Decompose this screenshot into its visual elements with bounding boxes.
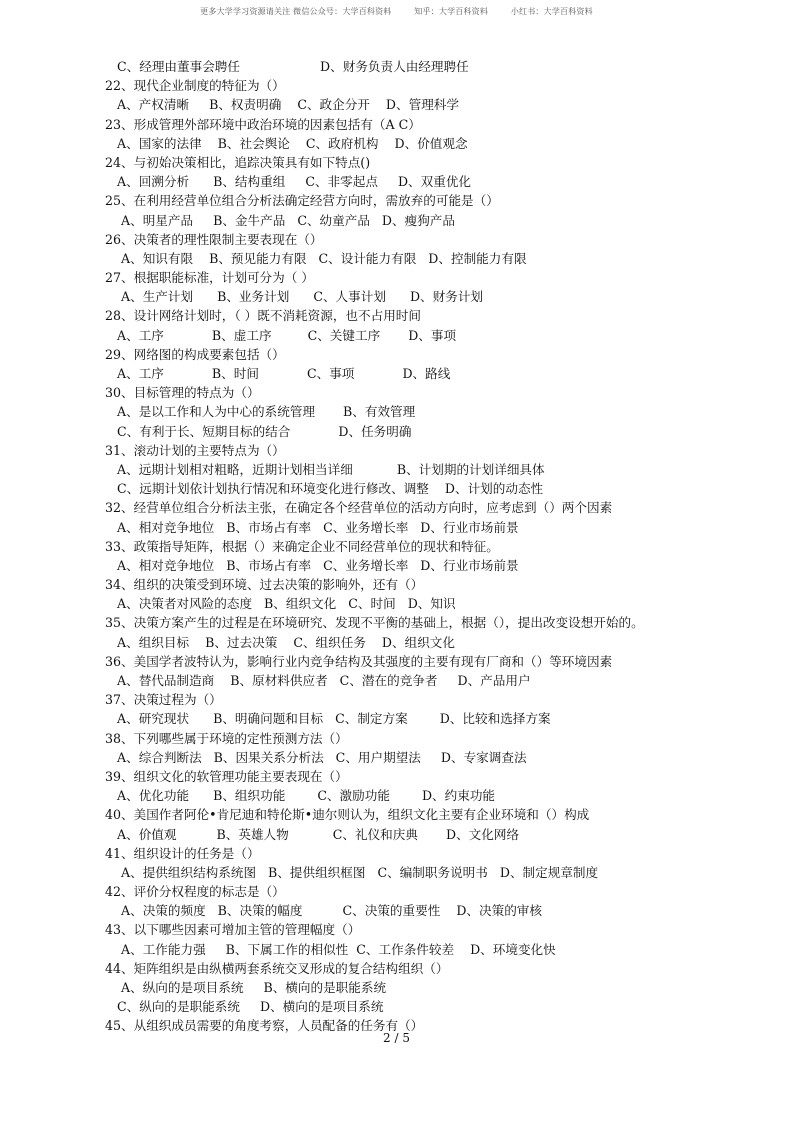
- question-line: 45、从组织成员需要的角度考察，人员配备的任务有（）: [105, 1018, 424, 1034]
- question-line: 22、现代企业制度的特征为（）: [105, 78, 285, 94]
- option-line: A、回溯分析 B、结构重组 C、非零起点 D、双重优化: [117, 174, 472, 190]
- question-line: 25、在利用经营单位组合分析法确定经营方向时，需放弃的可能是（）: [105, 193, 499, 209]
- question-line: 24、与初始决策相比，追踪决策具有如下特点(): [105, 154, 371, 170]
- question-line: 31、滚动计划的主要特点为（）: [105, 442, 285, 458]
- question-line: 43、以下哪些因素可增加主管的管理幅度（）: [105, 922, 361, 938]
- header-item: 小红书：大学百科资料: [510, 7, 593, 16]
- option-line: A、工作能力强 B、下属工作的相似性 C、工作条件较差 D、环境变化快: [117, 941, 556, 957]
- option-line: A、知识有限 B、预见能力有限 C、设计能力有限 D、控制能力有限: [117, 250, 527, 266]
- option-line: A、国家的法律 B、社会舆论 C、政府机构 D、价值观念: [117, 135, 468, 151]
- option-line: A、决策者对风险的态度 B、组织文化 C、时间 D、知识: [117, 596, 456, 612]
- option-line: A、组织目标 B、过去决策 C、组织任务 D、组织文化: [117, 634, 455, 650]
- option-line: A、综合判断法 B、因果关系分析法 C、用户期望法 D、专家调查法: [117, 749, 527, 765]
- question-line: 23、形成管理外部环境中政治环境的因素包括有（A C）: [105, 116, 421, 132]
- option-line: A、远期计划相对粗略，近期计划相当详细 B、计划期的计划详细具体: [117, 461, 545, 477]
- header-item: 更多大学学习资源请关注 微信公众号：大学百科资料: [200, 7, 392, 16]
- option-line: A、研究现状 B、明确问题和目标 C、制定方案 D、比较和选择方案: [117, 711, 551, 727]
- option-line: A、相对竞争地位 B、市场占有率 C、业务增长率 D、行业市场前景: [117, 557, 519, 573]
- option-line: A、工序 B、时间 C、事项 D、路线: [117, 366, 451, 381]
- question-line: 36、美国学者波特认为，影响行业内竞争结构及其强度的主要有现有厂商和（）等环境因素: [105, 653, 613, 669]
- option-line: C、远期计划依计划执行情况和环境变化进行修改、调整 D、计划的动态性: [117, 481, 544, 497]
- question-line: 39、组织文化的软管理功能主要表现在（）: [105, 768, 348, 784]
- option-line: A、提供组织结构系统图 B、提供组织框图 C、编制职务说明书 D、制定规章制度: [117, 864, 599, 880]
- option-line: A、相对竞争地位 B、市场占有率 C、业务增长率 D、行业市场前景: [117, 519, 519, 535]
- option-line: A、决策的频度 B、决策的幅度 C、决策的重要性 D、决策的审核: [117, 903, 542, 919]
- question-line: 26、决策者的理性限制主要表现在（）: [105, 231, 323, 247]
- option-line: A、生产计划 B、业务计划 C、人事计划 D、财务计划: [117, 289, 484, 305]
- option-line: A、工序 B、虚工序 C、关键工序 D、事项: [117, 327, 457, 343]
- question-line: 30、目标管理的特点为（）: [105, 385, 260, 401]
- question-line: 37、决策过程为（）: [105, 692, 222, 708]
- option-line: A、明星产品 B、金牛产品 C、幼童产品 D、瘦狗产品: [117, 212, 455, 228]
- option-line: A、价值观 B、英雄人物 C、礼仪和庆典 D、文化网络: [117, 826, 520, 842]
- option-line: A、优化功能 B、组织功能 C、激励功能 D、约束功能: [117, 788, 496, 804]
- page-header: [0, 6, 793, 17]
- question-line: 40、美国作者阿伦•肯尼迪和特伦斯•迪尔则认为，组织文化主要有企业环境和（）构成: [105, 807, 590, 823]
- option-line: A、替代品制造商 B、原材料供应者 C、潜在的竞争者 D、产品用户: [117, 673, 531, 688]
- option-line: A、产权清晰 B、权责明确 C、政企分开 D、管理科学: [117, 97, 459, 113]
- question-line: 38、下列哪些属于环境的定性预测方法（）: [105, 730, 348, 746]
- question-line: 42、评价分权程度的标志是（）: [105, 884, 285, 900]
- header-item: 知乎：大学百科资料: [414, 7, 489, 16]
- question-line: 34、组织的决策受到环境、过去决策的影响外，还有（）: [105, 577, 424, 593]
- question-line: 29、网络图的构成要素包括（）: [105, 346, 285, 362]
- question-line: 28、设计网络计划时，（ ）既不消耗资源，也不占用时间: [105, 308, 421, 324]
- page-number: 2 / 5: [383, 1031, 410, 1045]
- question-line: 33、政策指导矩阵，根据（）来确定企业不同经营单位的现状和特征。: [105, 538, 499, 554]
- question-line: 41、组织设计的任务是（）: [105, 845, 260, 861]
- option-line: A、纵向的是项目系统 B、横向的是职能系统: [117, 980, 387, 995]
- option-line: C、经理由董事会聘任 D、财务负责人由经理聘任: [117, 59, 469, 74]
- question-line: 35、决策方案产生的过程是在环境研究、发现不平衡的基础上，根据（），提出改变设想开始的。: [105, 615, 644, 631]
- option-line: C、有利于长、短期目标的结合 D、任务明确: [117, 423, 412, 439]
- option-line: C、纵向的是职能系统 D、横向的是项目系统: [117, 999, 384, 1015]
- question-line: 27、根据职能标准，计划可分为（ ）: [105, 270, 314, 286]
- document-body: [105, 57, 725, 1036]
- question-line: 32、经营单位组合分析法主张，在确定各个经营单位的活动方向时，应考虑到（）两个因素: [105, 500, 613, 516]
- option-line: A、是以工作和人为中心的系统管理 B、有效管理: [117, 404, 416, 420]
- question-line: 44、矩阵组织是由纵横两套系统交叉形成的复合结构组织（）: [105, 960, 449, 976]
